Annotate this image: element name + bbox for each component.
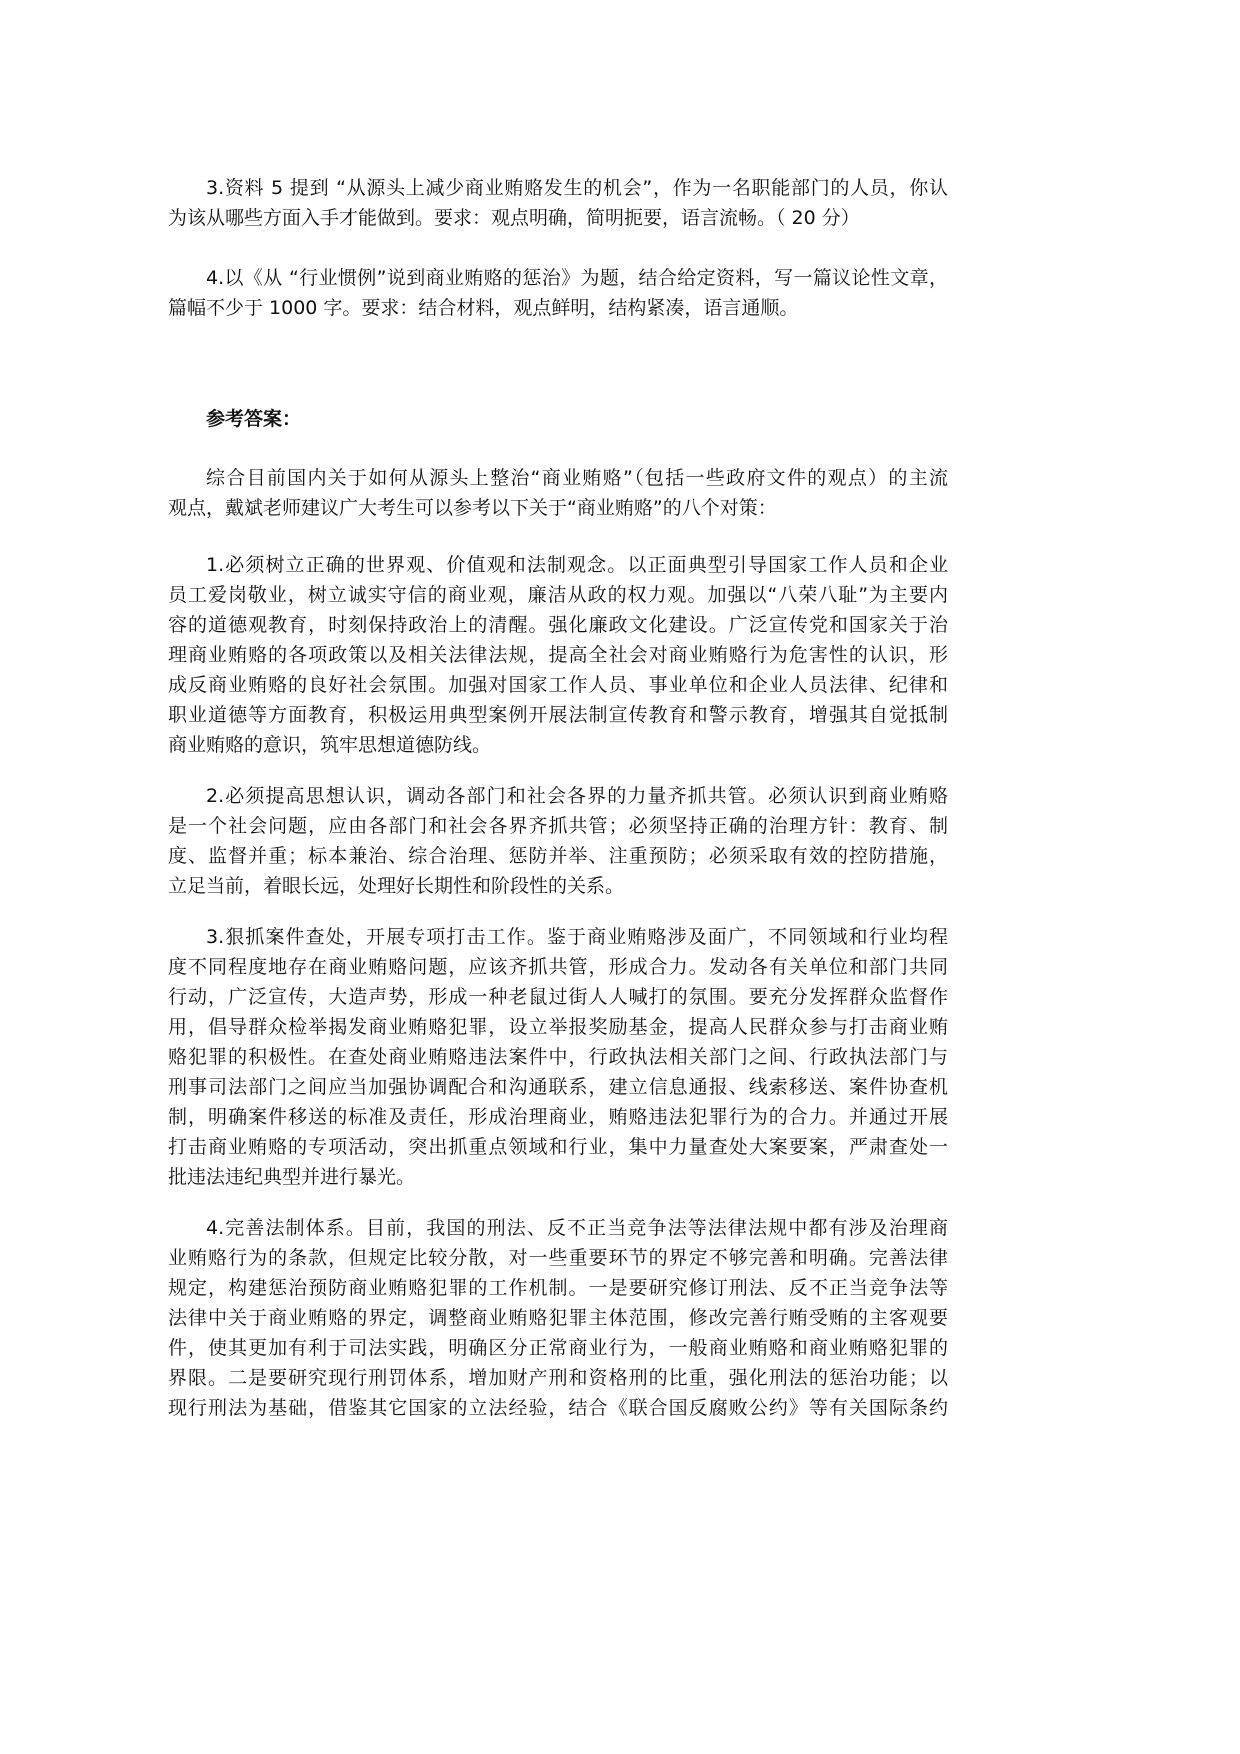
question-4 xyxy=(168,263,948,323)
text-line: 成反商业贿赂的良好社会氛围。加强对国家工作人员、事业单位和企业人员法律、纪律和 xyxy=(168,674,948,696)
text-line: 立足当前，着眼长远，处理好长期性和阶段性的关系。 xyxy=(168,875,625,897)
text-line: 现行刑法为基础，借鉴其它国家的立法经验，结合《联合国反腐败公约》等有关国际条约 xyxy=(168,1397,948,1419)
text-line: 界限。二是要研究现行刑罚体系，增加财产刑和资格刑的比重，强化刑法的惩治功能；以 xyxy=(168,1367,948,1389)
text-line: 刑事司法部门之间应当加强协调配合和沟通联系，建立信息通报、线索移送、案件协查机 xyxy=(168,1076,948,1098)
answer-item-3 xyxy=(168,922,948,1192)
text-line: 法律中关于商业贿赂的界定，调整商业贿赂犯罪主体范围，修改完善行贿受贿的主客观要 xyxy=(168,1307,948,1329)
text-line: 业贿赂行为的条款，但规定比较分散，对一些重要环节的界定不够完善和明确。完善法律 xyxy=(168,1247,948,1269)
answer-heading: 参考答案： xyxy=(206,408,302,430)
text-line: 规定，构建惩治预防商业贿赂犯罪的工作机制。一是要研究修订刑法、反不正当竞争法等 xyxy=(168,1277,948,1299)
text-line: 是一个社会问题，应由各部门和社会各界齐抓共管；必须坚持正确的治理方针：教育、制 xyxy=(168,815,948,837)
text-line: 观点，戴斌老师建议广大考生可以参考以下关于“商业贿赂”的八个对策： xyxy=(168,497,777,519)
text-line: 打击商业贿赂的专项活动，突出抓重点领域和行业，集中力量查处大案要案，严肃查处一 xyxy=(168,1136,948,1158)
text-line: 赂犯罪的积极性。在查处商业贿赂违法案件中，行政执法相关部门之间、行政执法部门与 xyxy=(168,1046,948,1068)
document-page xyxy=(168,173,948,1444)
answer-item-2 xyxy=(168,781,948,901)
text-line: 2.必须提高思想认识，调动各部门和社会各界的力量齐抓共管。必须认识到商业贿赂 xyxy=(206,785,948,807)
text-line: 行动，广泛宣传，大造声势，形成一种老鼠过街人人喊打的氛围。要充分发挥群众监督作 xyxy=(168,986,948,1008)
text-line: 员工爱岗敬业，树立诚实守信的商业观，廉洁从政的权力观。加强以“八荣八耻”为主要内 xyxy=(168,584,948,606)
text-line: 为该从哪些方面入手才能做到。要求：观点明确，简明扼要，语言流畅。（ 20 分） xyxy=(168,207,860,229)
answer-item-1 xyxy=(168,550,948,760)
text-line: 制，明确案件移送的标准及责任，形成治理商业，贿赂违法犯罪行为的合力。并通过开展 xyxy=(168,1106,948,1128)
text-line: 容的道德观教育，时刻保持政治上的清醒。强化廉政文化建设。广泛宣传党和国家关于治 xyxy=(168,614,948,636)
text-line: 件，使其更加有利于司法实践，明确区分正常商业行为，一般商业贿赂和商业贿赂犯罪的 xyxy=(168,1337,948,1359)
answer-intro xyxy=(168,463,948,523)
text-line: 理商业贿赂的各项政策以及相关法律法规，提高全社会对商业贿赂行为危害性的认识，形 xyxy=(168,644,948,666)
text-line: 职业道德等方面教育，积极运用典型案例开展法制宣传教育和警示教育，增强其自觉抵制 xyxy=(168,704,948,726)
answer-item-4 xyxy=(168,1213,948,1423)
text-line: 商业贿赂的意识，筑牢思想道德防线。 xyxy=(168,734,492,756)
text-line: 篇幅不少于 1000 字。要求：结合材料，观点鲜明，结构紧凑，语言通顺。 xyxy=(168,297,799,319)
text-line: 1.必须树立正确的世界观、价值观和法制观念。以正面典型引导国家工作人员和企业 xyxy=(206,554,948,576)
text-line: 4.完善法制体系。目前，我国的刑法、反不正当竞争法等法律法规中都有涉及治理商 xyxy=(206,1217,948,1239)
text-line: 度、监督并重；标本兼治、综合治理、惩防并举、注重预防；必须采取有效的控防措施， xyxy=(168,845,948,867)
text-line: 4.以《从 “行业惯例”说到商业贿赂的惩治》为题，结合给定资料，写一篇议论性文章， xyxy=(206,267,948,289)
text-line: 3.狠抓案件查处，开展专项打击工作。鉴于商业贿赂涉及面广，不同领域和行业均程 xyxy=(206,926,948,948)
text-line: 3.资料 5 提到 “从源头上减少商业贿赂发生的机会”，作为一名职能部门的人员，你认 xyxy=(206,177,948,199)
text-line: 用，倡导群众检举揭发商业贿赂犯罪，设立举报奖励基金，提高人民群众参与打击商业贿 xyxy=(168,1016,948,1038)
text-line: 综合目前国内关于如何从源头上整治“商业贿赂”（包括一些政府文件的观点）的主流 xyxy=(206,467,948,489)
question-3 xyxy=(168,173,948,233)
text-line: 批违法违纪典型并进行暴光。 xyxy=(168,1166,416,1188)
text-line: 度不同程度地存在商业贿赂问题，应该齐抓共管，形成合力。发动各有关单位和部门共同 xyxy=(168,956,948,978)
